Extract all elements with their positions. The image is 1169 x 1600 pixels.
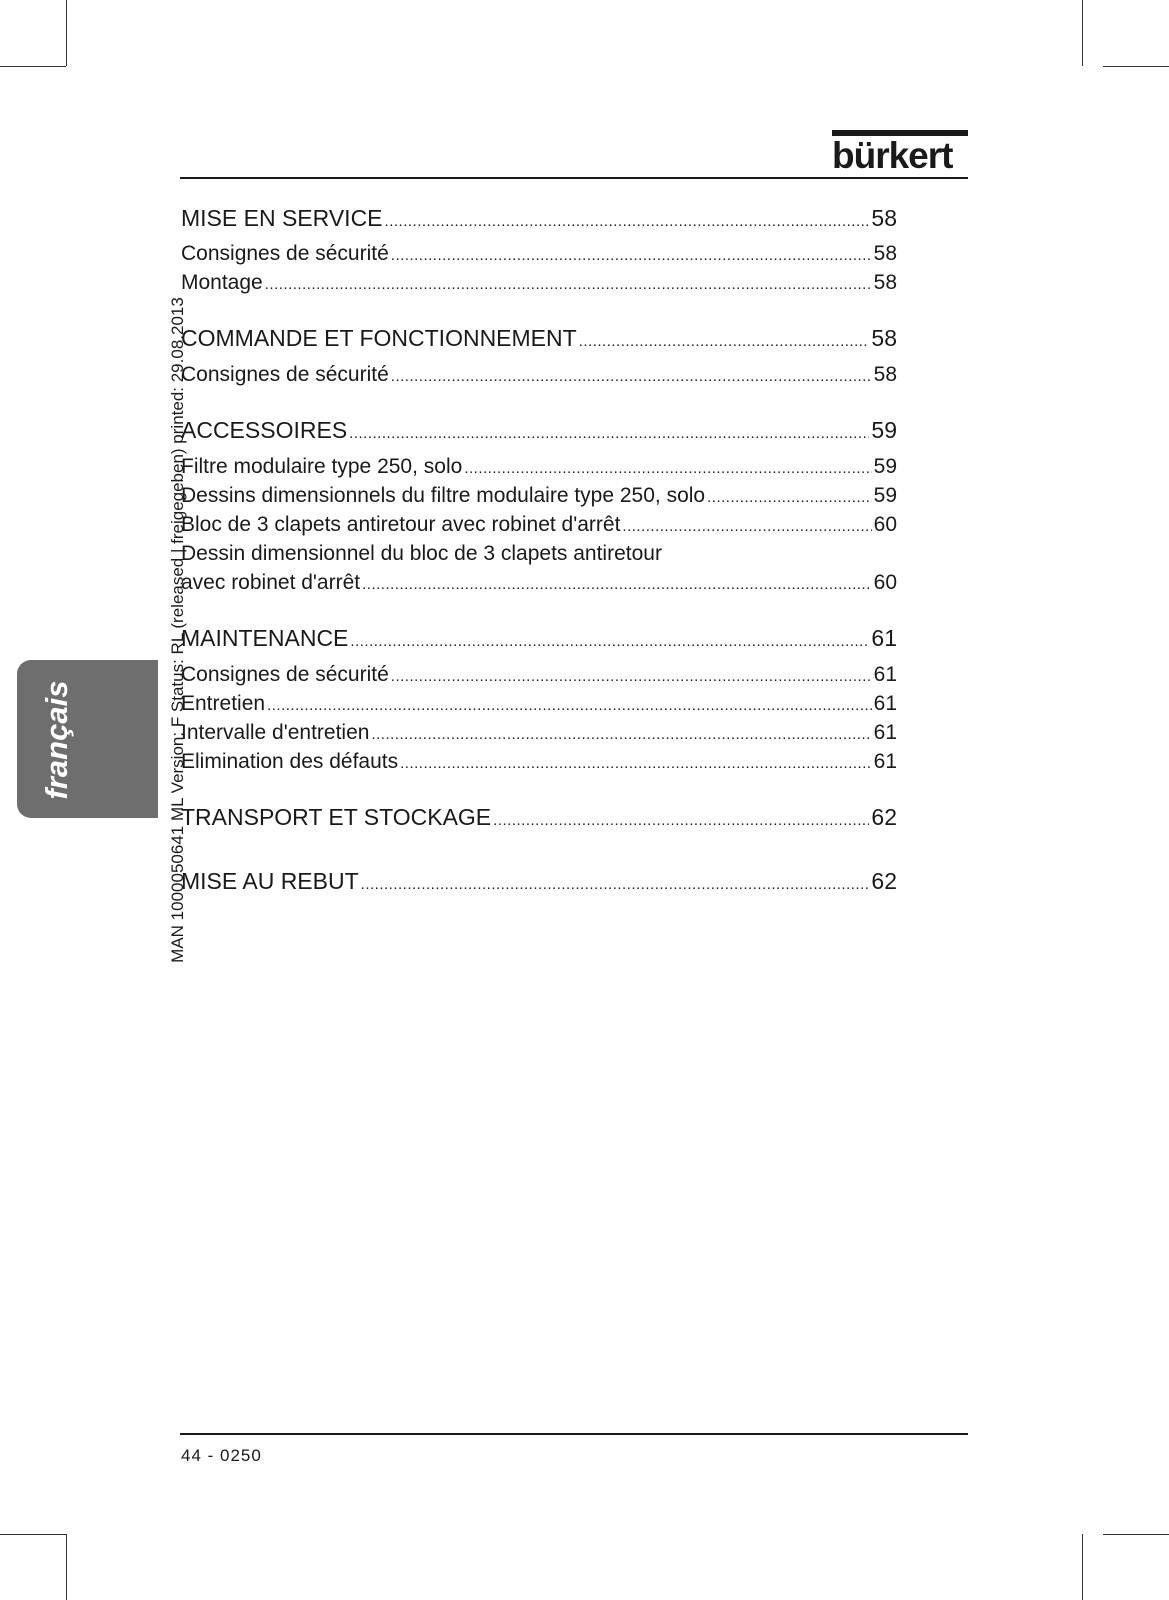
toc-entry-page: 58 (873, 242, 897, 265)
toc-leader-dots (391, 241, 872, 269)
toc-subentry (181, 720, 897, 748)
toc-subentry (181, 541, 897, 567)
toc-section (181, 868, 897, 898)
toc-leader-dots (267, 691, 872, 719)
toc-section (181, 804, 897, 834)
toc-subentry (181, 662, 897, 690)
toc-entry-page: 58 (871, 205, 897, 231)
crop-mark (66, 1534, 67, 1600)
crop-mark (1103, 1534, 1169, 1535)
toc-section (181, 325, 897, 355)
toc-entry-page: 59 (873, 455, 897, 478)
toc-entry-title: MISE EN SERVICE (181, 205, 383, 231)
toc-subentry (181, 270, 897, 298)
logo-text: bürkert (832, 135, 953, 176)
toc-subentry (181, 483, 897, 511)
toc-leader-dots (361, 868, 870, 898)
toc-entry-page: 58 (871, 325, 897, 351)
toc-entry-page: 61 (873, 692, 897, 715)
toc-entry-page: 61 (873, 721, 897, 744)
toc-leader-dots (622, 512, 871, 540)
toc-entry-page: 60 (873, 513, 897, 536)
toc-leader-dots (391, 362, 872, 390)
toc-entry-title: Consignes de sécurité (181, 242, 389, 265)
toc-entry-title: Filtre modulaire type 250, solo (181, 455, 463, 478)
toc-entry-page: 61 (873, 663, 897, 686)
crop-mark (66, 0, 67, 66)
toc-entry-page: 59 (871, 417, 897, 443)
document-metadata: MAN 1000050641 ML Version: F Status: RL (released | freigegeben) printed: 29.08.2013 (168, 297, 187, 963)
toc-subentry (181, 512, 897, 540)
toc-entry-page: 62 (871, 868, 897, 894)
toc-leader-dots (385, 205, 870, 235)
toc-entry-page: 61 (873, 750, 897, 773)
toc-entry-title: Dessin dimensionnel du bloc de 3 clapets antiretour (181, 542, 662, 565)
toc-section (181, 625, 897, 655)
toc-leader-dots (400, 749, 872, 777)
toc-subentry (181, 362, 897, 390)
crop-mark (1103, 66, 1169, 67)
toc-entry-page: 59 (873, 484, 897, 507)
header-rule (180, 177, 968, 179)
toc-section (181, 205, 897, 235)
toc-leader-dots (371, 720, 871, 748)
toc-entry-page: 58 (873, 271, 897, 294)
toc-entry-page: 58 (873, 363, 897, 386)
toc-subentry (181, 454, 897, 482)
toc-section (181, 417, 897, 447)
toc-leader-dots (349, 417, 869, 447)
toc-entry-title: Consignes de sécurité (181, 663, 389, 686)
page-number: 44 - 0250 (181, 1446, 262, 1465)
burkert-logo (832, 130, 968, 174)
toc-entry-page: 60 (873, 571, 897, 594)
toc-entry-title: Montage (181, 271, 263, 294)
language-tab-label: français (39, 680, 74, 800)
toc-entry-title: avec robinet d'arrêt (181, 571, 361, 594)
toc-leader-dots (707, 483, 872, 511)
toc-leader-dots (350, 625, 869, 655)
toc-entry-title: Bloc de 3 clapets antiretour avec robinet d'arrêt (181, 513, 621, 536)
toc-entry-title: COMMANDE ET FONCTIONNEMENT (181, 325, 577, 351)
toc-subentry (181, 749, 897, 777)
toc-entry-title: MISE AU REBUT (181, 868, 359, 894)
toc-entry-page: 62 (871, 804, 897, 830)
toc-subentry (181, 570, 897, 598)
crop-mark (1082, 1534, 1083, 1600)
toc-entry-title: Elimination des défauts (181, 750, 399, 773)
toc-entry-title: ACCESSOIRES (181, 417, 348, 443)
crop-mark (0, 66, 66, 67)
toc-entry-title: Consignes de sécurité (181, 363, 389, 386)
toc-entry-title: Dessins dimensionnels du filtre modulaire type 250, solo (181, 484, 706, 507)
toc-entry-title: Entretien (181, 692, 266, 715)
crop-mark (1082, 0, 1083, 66)
toc-leader-dots (362, 570, 872, 598)
toc-subentry (181, 691, 897, 719)
toc-subentry (181, 241, 897, 269)
toc-leader-dots (391, 662, 872, 690)
toc-entry-title: MAINTENANCE (181, 625, 349, 651)
toc-entry-title: Intervalle d'entretien (181, 721, 370, 744)
toc-leader-dots (493, 804, 869, 834)
toc-leader-dots (265, 270, 872, 298)
toc-entry-title: TRANSPORT ET STOCKAGE (181, 804, 492, 830)
toc-entry-page: 61 (871, 625, 897, 651)
toc-leader-dots (464, 454, 871, 482)
footer-rule (180, 1433, 968, 1435)
toc-leader-dots (579, 325, 870, 355)
crop-mark (0, 1534, 66, 1535)
